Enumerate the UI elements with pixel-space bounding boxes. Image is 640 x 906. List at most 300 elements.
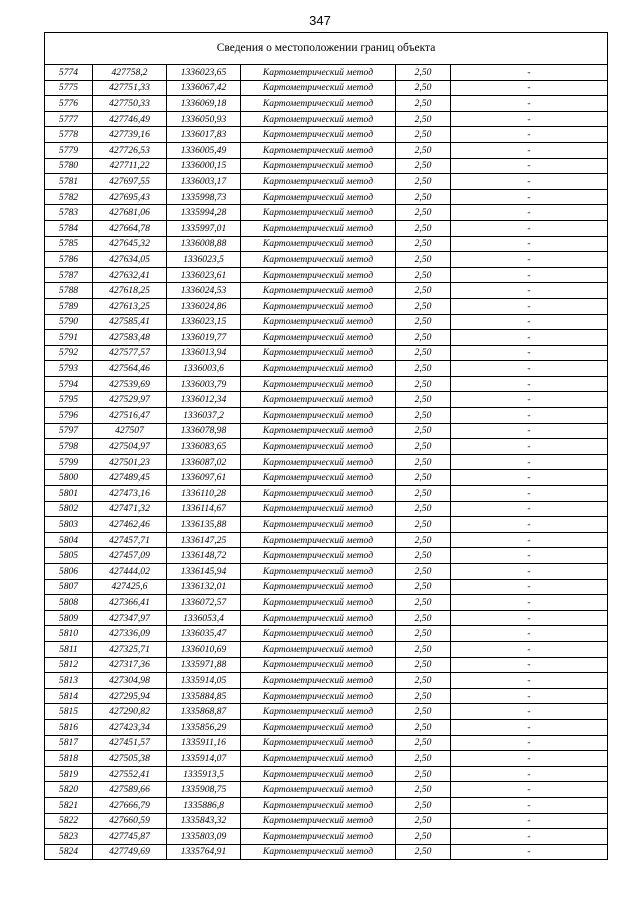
method-cell: Картометрический метод — [241, 220, 396, 236]
method-cell: Картометрический метод — [241, 205, 396, 221]
table-row — [45, 298, 608, 314]
x-coordinate-cell: 427295,94 — [93, 688, 167, 704]
point-number-cell: 5808 — [45, 595, 93, 611]
y-coordinate-cell: 1336012,34 — [167, 392, 241, 408]
x-coordinate-cell: 427423,34 — [93, 719, 167, 735]
method-cell: Картометрический метод — [241, 579, 396, 595]
description-cell: - — [451, 813, 608, 829]
accuracy-cell: 2,50 — [396, 704, 451, 720]
table-row — [45, 408, 608, 424]
y-coordinate-cell: 1335914,07 — [167, 751, 241, 767]
y-coordinate-cell: 1336005,49 — [167, 142, 241, 158]
point-number-cell: 5818 — [45, 751, 93, 767]
table-row — [45, 688, 608, 704]
table-row — [45, 314, 608, 330]
method-cell: Картометрический метод — [241, 361, 396, 377]
accuracy-cell: 2,50 — [396, 626, 451, 642]
table-row — [45, 267, 608, 283]
accuracy-cell: 2,50 — [396, 610, 451, 626]
table-row — [45, 111, 608, 127]
table-row — [45, 158, 608, 174]
method-cell: Картометрический метод — [241, 844, 396, 860]
point-number-cell: 5816 — [45, 719, 93, 735]
table-row — [45, 65, 608, 81]
x-coordinate-cell: 427746,49 — [93, 111, 167, 127]
point-number-cell: 5824 — [45, 844, 93, 860]
description-cell: - — [451, 111, 608, 127]
description-cell: - — [451, 719, 608, 735]
table-row — [45, 766, 608, 782]
description-cell: - — [451, 501, 608, 517]
description-cell: - — [451, 189, 608, 205]
x-coordinate-cell: 427462,46 — [93, 517, 167, 533]
description-cell: - — [451, 96, 608, 112]
accuracy-cell: 2,50 — [396, 127, 451, 143]
method-cell: Картометрический метод — [241, 454, 396, 470]
x-coordinate-cell: 427697,55 — [93, 174, 167, 190]
x-coordinate-cell: 427516,47 — [93, 408, 167, 424]
table-row — [45, 797, 608, 813]
x-coordinate-cell: 427457,09 — [93, 548, 167, 564]
method-cell: Картометрический метод — [241, 719, 396, 735]
y-coordinate-cell: 1336019,77 — [167, 330, 241, 346]
table-row — [45, 517, 608, 533]
accuracy-cell: 2,50 — [396, 314, 451, 330]
description-cell: - — [451, 220, 608, 236]
x-coordinate-cell: 427634,05 — [93, 252, 167, 268]
x-coordinate-cell: 427317,36 — [93, 657, 167, 673]
x-coordinate-cell: 427325,71 — [93, 641, 167, 657]
x-coordinate-cell: 427552,41 — [93, 766, 167, 782]
boundary-table — [44, 32, 608, 860]
point-number-cell: 5823 — [45, 829, 93, 845]
method-cell: Картометрический метод — [241, 641, 396, 657]
x-coordinate-cell: 427529,97 — [93, 392, 167, 408]
x-coordinate-cell: 427585,41 — [93, 314, 167, 330]
y-coordinate-cell: 1335884,85 — [167, 688, 241, 704]
table-row — [45, 330, 608, 346]
y-coordinate-cell: 1336024,86 — [167, 298, 241, 314]
table-row — [45, 564, 608, 580]
y-coordinate-cell: 1336110,28 — [167, 486, 241, 502]
table-row — [45, 283, 608, 299]
point-number-cell: 5793 — [45, 361, 93, 377]
method-cell: Картометрический метод — [241, 392, 396, 408]
description-cell: - — [451, 267, 608, 283]
table-row — [45, 205, 608, 221]
method-cell: Картометрический метод — [241, 65, 396, 81]
table-row — [45, 704, 608, 720]
accuracy-cell: 2,50 — [396, 205, 451, 221]
table-row — [45, 751, 608, 767]
accuracy-cell: 2,50 — [396, 766, 451, 782]
point-number-cell: 5810 — [45, 626, 93, 642]
accuracy-cell: 2,50 — [396, 252, 451, 268]
table-row — [45, 657, 608, 673]
table-row — [45, 579, 608, 595]
method-cell: Картометрический метод — [241, 111, 396, 127]
point-number-cell: 5776 — [45, 96, 93, 112]
description-cell: - — [451, 766, 608, 782]
table-title: Сведения о местоположении границ объекта — [45, 33, 608, 65]
method-cell: Картометрический метод — [241, 267, 396, 283]
point-number-cell: 5781 — [45, 174, 93, 190]
accuracy-cell: 2,50 — [396, 361, 451, 377]
accuracy-cell: 2,50 — [396, 735, 451, 751]
table-row — [45, 532, 608, 548]
x-coordinate-cell: 427366,41 — [93, 595, 167, 611]
x-coordinate-cell: 427726,53 — [93, 142, 167, 158]
x-coordinate-cell: 427471,32 — [93, 501, 167, 517]
table-row — [45, 252, 608, 268]
accuracy-cell: 2,50 — [396, 470, 451, 486]
description-cell: - — [451, 439, 608, 455]
description-cell: - — [451, 595, 608, 611]
point-number-cell: 5783 — [45, 205, 93, 221]
point-number-cell: 5817 — [45, 735, 93, 751]
accuracy-cell: 2,50 — [396, 423, 451, 439]
description-cell: - — [451, 236, 608, 252]
table-row — [45, 96, 608, 112]
accuracy-cell: 2,50 — [396, 96, 451, 112]
accuracy-cell: 2,50 — [396, 501, 451, 517]
accuracy-cell: 2,50 — [396, 330, 451, 346]
description-cell: - — [451, 454, 608, 470]
y-coordinate-cell: 1336008,88 — [167, 236, 241, 252]
point-number-cell: 5804 — [45, 532, 93, 548]
point-number-cell: 5792 — [45, 345, 93, 361]
accuracy-cell: 2,50 — [396, 158, 451, 174]
description-cell: - — [451, 673, 608, 689]
method-cell: Картометрический метод — [241, 298, 396, 314]
table-row — [45, 189, 608, 205]
description-cell: - — [451, 735, 608, 751]
y-coordinate-cell: 1336010,69 — [167, 641, 241, 657]
description-cell: - — [451, 205, 608, 221]
description-cell: - — [451, 423, 608, 439]
description-cell: - — [451, 392, 608, 408]
method-cell: Картометрический метод — [241, 813, 396, 829]
accuracy-cell: 2,50 — [396, 267, 451, 283]
accuracy-cell: 2,50 — [396, 65, 451, 81]
description-cell: - — [451, 829, 608, 845]
description-cell: - — [451, 330, 608, 346]
method-cell: Картометрический метод — [241, 657, 396, 673]
table-row — [45, 220, 608, 236]
accuracy-cell: 2,50 — [396, 657, 451, 673]
table-row — [45, 345, 608, 361]
table-row — [45, 782, 608, 798]
y-coordinate-cell: 1335994,28 — [167, 205, 241, 221]
x-coordinate-cell: 427681,06 — [93, 205, 167, 221]
table-header-row — [45, 33, 608, 65]
accuracy-cell: 2,50 — [396, 392, 451, 408]
accuracy-cell: 2,50 — [396, 408, 451, 424]
x-coordinate-cell: 427304,98 — [93, 673, 167, 689]
y-coordinate-cell: 1336148,72 — [167, 548, 241, 564]
y-coordinate-cell: 1336024,53 — [167, 283, 241, 299]
description-cell: - — [451, 548, 608, 564]
method-cell: Картометрический метод — [241, 314, 396, 330]
point-number-cell: 5780 — [45, 158, 93, 174]
x-coordinate-cell: 427618,25 — [93, 283, 167, 299]
method-cell: Картометрический метод — [241, 376, 396, 392]
description-cell: - — [451, 345, 608, 361]
accuracy-cell: 2,50 — [396, 517, 451, 533]
description-cell: - — [451, 564, 608, 580]
accuracy-cell: 2,50 — [396, 641, 451, 657]
accuracy-cell: 2,50 — [396, 345, 451, 361]
x-coordinate-cell: 427564,46 — [93, 361, 167, 377]
x-coordinate-cell: 427539,69 — [93, 376, 167, 392]
accuracy-cell: 2,50 — [396, 844, 451, 860]
table-row — [45, 423, 608, 439]
y-coordinate-cell: 1335908,75 — [167, 782, 241, 798]
table-row — [45, 361, 608, 377]
point-number-cell: 5777 — [45, 111, 93, 127]
description-cell: - — [451, 298, 608, 314]
description-cell: - — [451, 751, 608, 767]
method-cell: Картометрический метод — [241, 408, 396, 424]
accuracy-cell: 2,50 — [396, 829, 451, 845]
method-cell: Картометрический метод — [241, 142, 396, 158]
point-number-cell: 5805 — [45, 548, 93, 564]
x-coordinate-cell: 427489,45 — [93, 470, 167, 486]
x-coordinate-cell: 427505,38 — [93, 751, 167, 767]
point-number-cell: 5791 — [45, 330, 93, 346]
description-cell: - — [451, 283, 608, 299]
accuracy-cell: 2,50 — [396, 439, 451, 455]
y-coordinate-cell: 1336053,4 — [167, 610, 241, 626]
point-number-cell: 5787 — [45, 267, 93, 283]
y-coordinate-cell: 1336114,67 — [167, 501, 241, 517]
description-cell: - — [451, 579, 608, 595]
accuracy-cell: 2,50 — [396, 376, 451, 392]
accuracy-cell: 2,50 — [396, 486, 451, 502]
accuracy-cell: 2,50 — [396, 283, 451, 299]
table-row — [45, 470, 608, 486]
x-coordinate-cell: 427666,79 — [93, 797, 167, 813]
method-cell: Картометрический метод — [241, 501, 396, 517]
table-row — [45, 829, 608, 845]
accuracy-cell: 2,50 — [396, 813, 451, 829]
y-coordinate-cell: 1336017,83 — [167, 127, 241, 143]
accuracy-cell: 2,50 — [396, 220, 451, 236]
y-coordinate-cell: 1336023,15 — [167, 314, 241, 330]
method-cell: Картометрический метод — [241, 797, 396, 813]
x-coordinate-cell: 427507 — [93, 423, 167, 439]
y-coordinate-cell: 1336000,15 — [167, 158, 241, 174]
point-number-cell: 5815 — [45, 704, 93, 720]
method-cell: Картометрический метод — [241, 751, 396, 767]
method-cell: Картометрический метод — [241, 189, 396, 205]
accuracy-cell: 2,50 — [396, 688, 451, 704]
method-cell: Картометрический метод — [241, 688, 396, 704]
description-cell: - — [451, 252, 608, 268]
table-row — [45, 813, 608, 829]
accuracy-cell: 2,50 — [396, 782, 451, 798]
table-row — [45, 486, 608, 502]
method-cell: Картометрический метод — [241, 96, 396, 112]
x-coordinate-cell: 427589,66 — [93, 782, 167, 798]
table-row — [45, 673, 608, 689]
point-number-cell: 5794 — [45, 376, 93, 392]
y-coordinate-cell: 1336087,02 — [167, 454, 241, 470]
description-cell: - — [451, 127, 608, 143]
y-coordinate-cell: 1336003,79 — [167, 376, 241, 392]
point-number-cell: 5778 — [45, 127, 93, 143]
description-cell: - — [451, 486, 608, 502]
x-coordinate-cell: 427695,43 — [93, 189, 167, 205]
x-coordinate-cell: 427425,6 — [93, 579, 167, 595]
y-coordinate-cell: 1336072,57 — [167, 595, 241, 611]
y-coordinate-cell: 1335913,5 — [167, 766, 241, 782]
point-number-cell: 5786 — [45, 252, 93, 268]
description-cell: - — [451, 174, 608, 190]
x-coordinate-cell: 427504,97 — [93, 439, 167, 455]
y-coordinate-cell: 1336078,98 — [167, 423, 241, 439]
y-coordinate-cell: 1335997,01 — [167, 220, 241, 236]
description-cell: - — [451, 158, 608, 174]
point-number-cell: 5814 — [45, 688, 93, 704]
table-row — [45, 626, 608, 642]
method-cell: Картометрический метод — [241, 610, 396, 626]
x-coordinate-cell: 427583,48 — [93, 330, 167, 346]
description-cell: - — [451, 704, 608, 720]
table-row — [45, 174, 608, 190]
accuracy-cell: 2,50 — [396, 142, 451, 158]
description-cell: - — [451, 782, 608, 798]
y-coordinate-cell: 1335911,16 — [167, 735, 241, 751]
x-coordinate-cell: 427664,78 — [93, 220, 167, 236]
method-cell: Картометрический метод — [241, 548, 396, 564]
description-cell: - — [451, 314, 608, 330]
x-coordinate-cell: 427457,71 — [93, 532, 167, 548]
accuracy-cell: 2,50 — [396, 548, 451, 564]
accuracy-cell: 2,50 — [396, 719, 451, 735]
method-cell: Картометрический метод — [241, 127, 396, 143]
point-number-cell: 5800 — [45, 470, 93, 486]
description-cell: - — [451, 361, 608, 377]
x-coordinate-cell: 427473,16 — [93, 486, 167, 502]
point-number-cell: 5782 — [45, 189, 93, 205]
x-coordinate-cell: 427660,59 — [93, 813, 167, 829]
x-coordinate-cell: 427613,25 — [93, 298, 167, 314]
accuracy-cell: 2,50 — [396, 564, 451, 580]
x-coordinate-cell: 427745,87 — [93, 829, 167, 845]
y-coordinate-cell: 1336013,94 — [167, 345, 241, 361]
y-coordinate-cell: 1336050,93 — [167, 111, 241, 127]
description-cell: - — [451, 517, 608, 533]
point-number-cell: 5806 — [45, 564, 93, 580]
table-row — [45, 376, 608, 392]
y-coordinate-cell: 1336037,2 — [167, 408, 241, 424]
y-coordinate-cell: 1336003,6 — [167, 361, 241, 377]
point-number-cell: 5802 — [45, 501, 93, 517]
table-row — [45, 501, 608, 517]
table-row — [45, 844, 608, 860]
point-number-cell: 5790 — [45, 314, 93, 330]
method-cell: Картометрический метод — [241, 673, 396, 689]
accuracy-cell: 2,50 — [396, 236, 451, 252]
point-number-cell: 5807 — [45, 579, 93, 595]
point-number-cell: 5774 — [45, 65, 93, 81]
page-number: 347 — [309, 13, 331, 28]
table-row — [45, 719, 608, 735]
x-coordinate-cell: 427749,69 — [93, 844, 167, 860]
point-number-cell: 5819 — [45, 766, 93, 782]
table-row — [45, 439, 608, 455]
y-coordinate-cell: 1336097,61 — [167, 470, 241, 486]
description-cell: - — [451, 470, 608, 486]
description-cell: - — [451, 610, 608, 626]
description-cell: - — [451, 142, 608, 158]
point-number-cell: 5798 — [45, 439, 93, 455]
x-coordinate-cell: 427739,16 — [93, 127, 167, 143]
method-cell: Картометрический метод — [241, 735, 396, 751]
y-coordinate-cell: 1336035,47 — [167, 626, 241, 642]
table-row — [45, 610, 608, 626]
description-cell: - — [451, 844, 608, 860]
point-number-cell: 5812 — [45, 657, 93, 673]
y-coordinate-cell: 1335886,8 — [167, 797, 241, 813]
y-coordinate-cell: 1336145,94 — [167, 564, 241, 580]
table-row — [45, 735, 608, 751]
method-cell: Картометрический метод — [241, 252, 396, 268]
table-row — [45, 236, 608, 252]
accuracy-cell: 2,50 — [396, 111, 451, 127]
description-cell: - — [451, 80, 608, 96]
method-cell: Картометрический метод — [241, 782, 396, 798]
point-number-cell: 5784 — [45, 220, 93, 236]
accuracy-cell: 2,50 — [396, 579, 451, 595]
table-row — [45, 641, 608, 657]
description-cell: - — [451, 657, 608, 673]
table-row — [45, 454, 608, 470]
description-cell: - — [451, 626, 608, 642]
y-coordinate-cell: 1336135,88 — [167, 517, 241, 533]
point-number-cell: 5820 — [45, 782, 93, 798]
table-row — [45, 80, 608, 96]
point-number-cell: 5821 — [45, 797, 93, 813]
accuracy-cell: 2,50 — [396, 532, 451, 548]
method-cell: Картометрический метод — [241, 345, 396, 361]
accuracy-cell: 2,50 — [396, 174, 451, 190]
description-cell: - — [451, 532, 608, 548]
y-coordinate-cell: 1336023,5 — [167, 252, 241, 268]
y-coordinate-cell: 1335843,32 — [167, 813, 241, 829]
y-coordinate-cell: 1335971,88 — [167, 657, 241, 673]
y-coordinate-cell: 1336069,18 — [167, 96, 241, 112]
accuracy-cell: 2,50 — [396, 454, 451, 470]
method-cell: Картометрический метод — [241, 174, 396, 190]
method-cell: Картометрический метод — [241, 532, 396, 548]
table-row — [45, 548, 608, 564]
point-number-cell: 5796 — [45, 408, 93, 424]
point-number-cell: 5801 — [45, 486, 93, 502]
point-number-cell: 5803 — [45, 517, 93, 533]
table-row — [45, 392, 608, 408]
accuracy-cell: 2,50 — [396, 751, 451, 767]
y-coordinate-cell: 1336003,17 — [167, 174, 241, 190]
x-coordinate-cell: 427290,82 — [93, 704, 167, 720]
table-row — [45, 595, 608, 611]
y-coordinate-cell: 1335868,87 — [167, 704, 241, 720]
table-row — [45, 142, 608, 158]
method-cell: Картометрический метод — [241, 704, 396, 720]
x-coordinate-cell: 427444,02 — [93, 564, 167, 580]
description-cell: - — [451, 408, 608, 424]
